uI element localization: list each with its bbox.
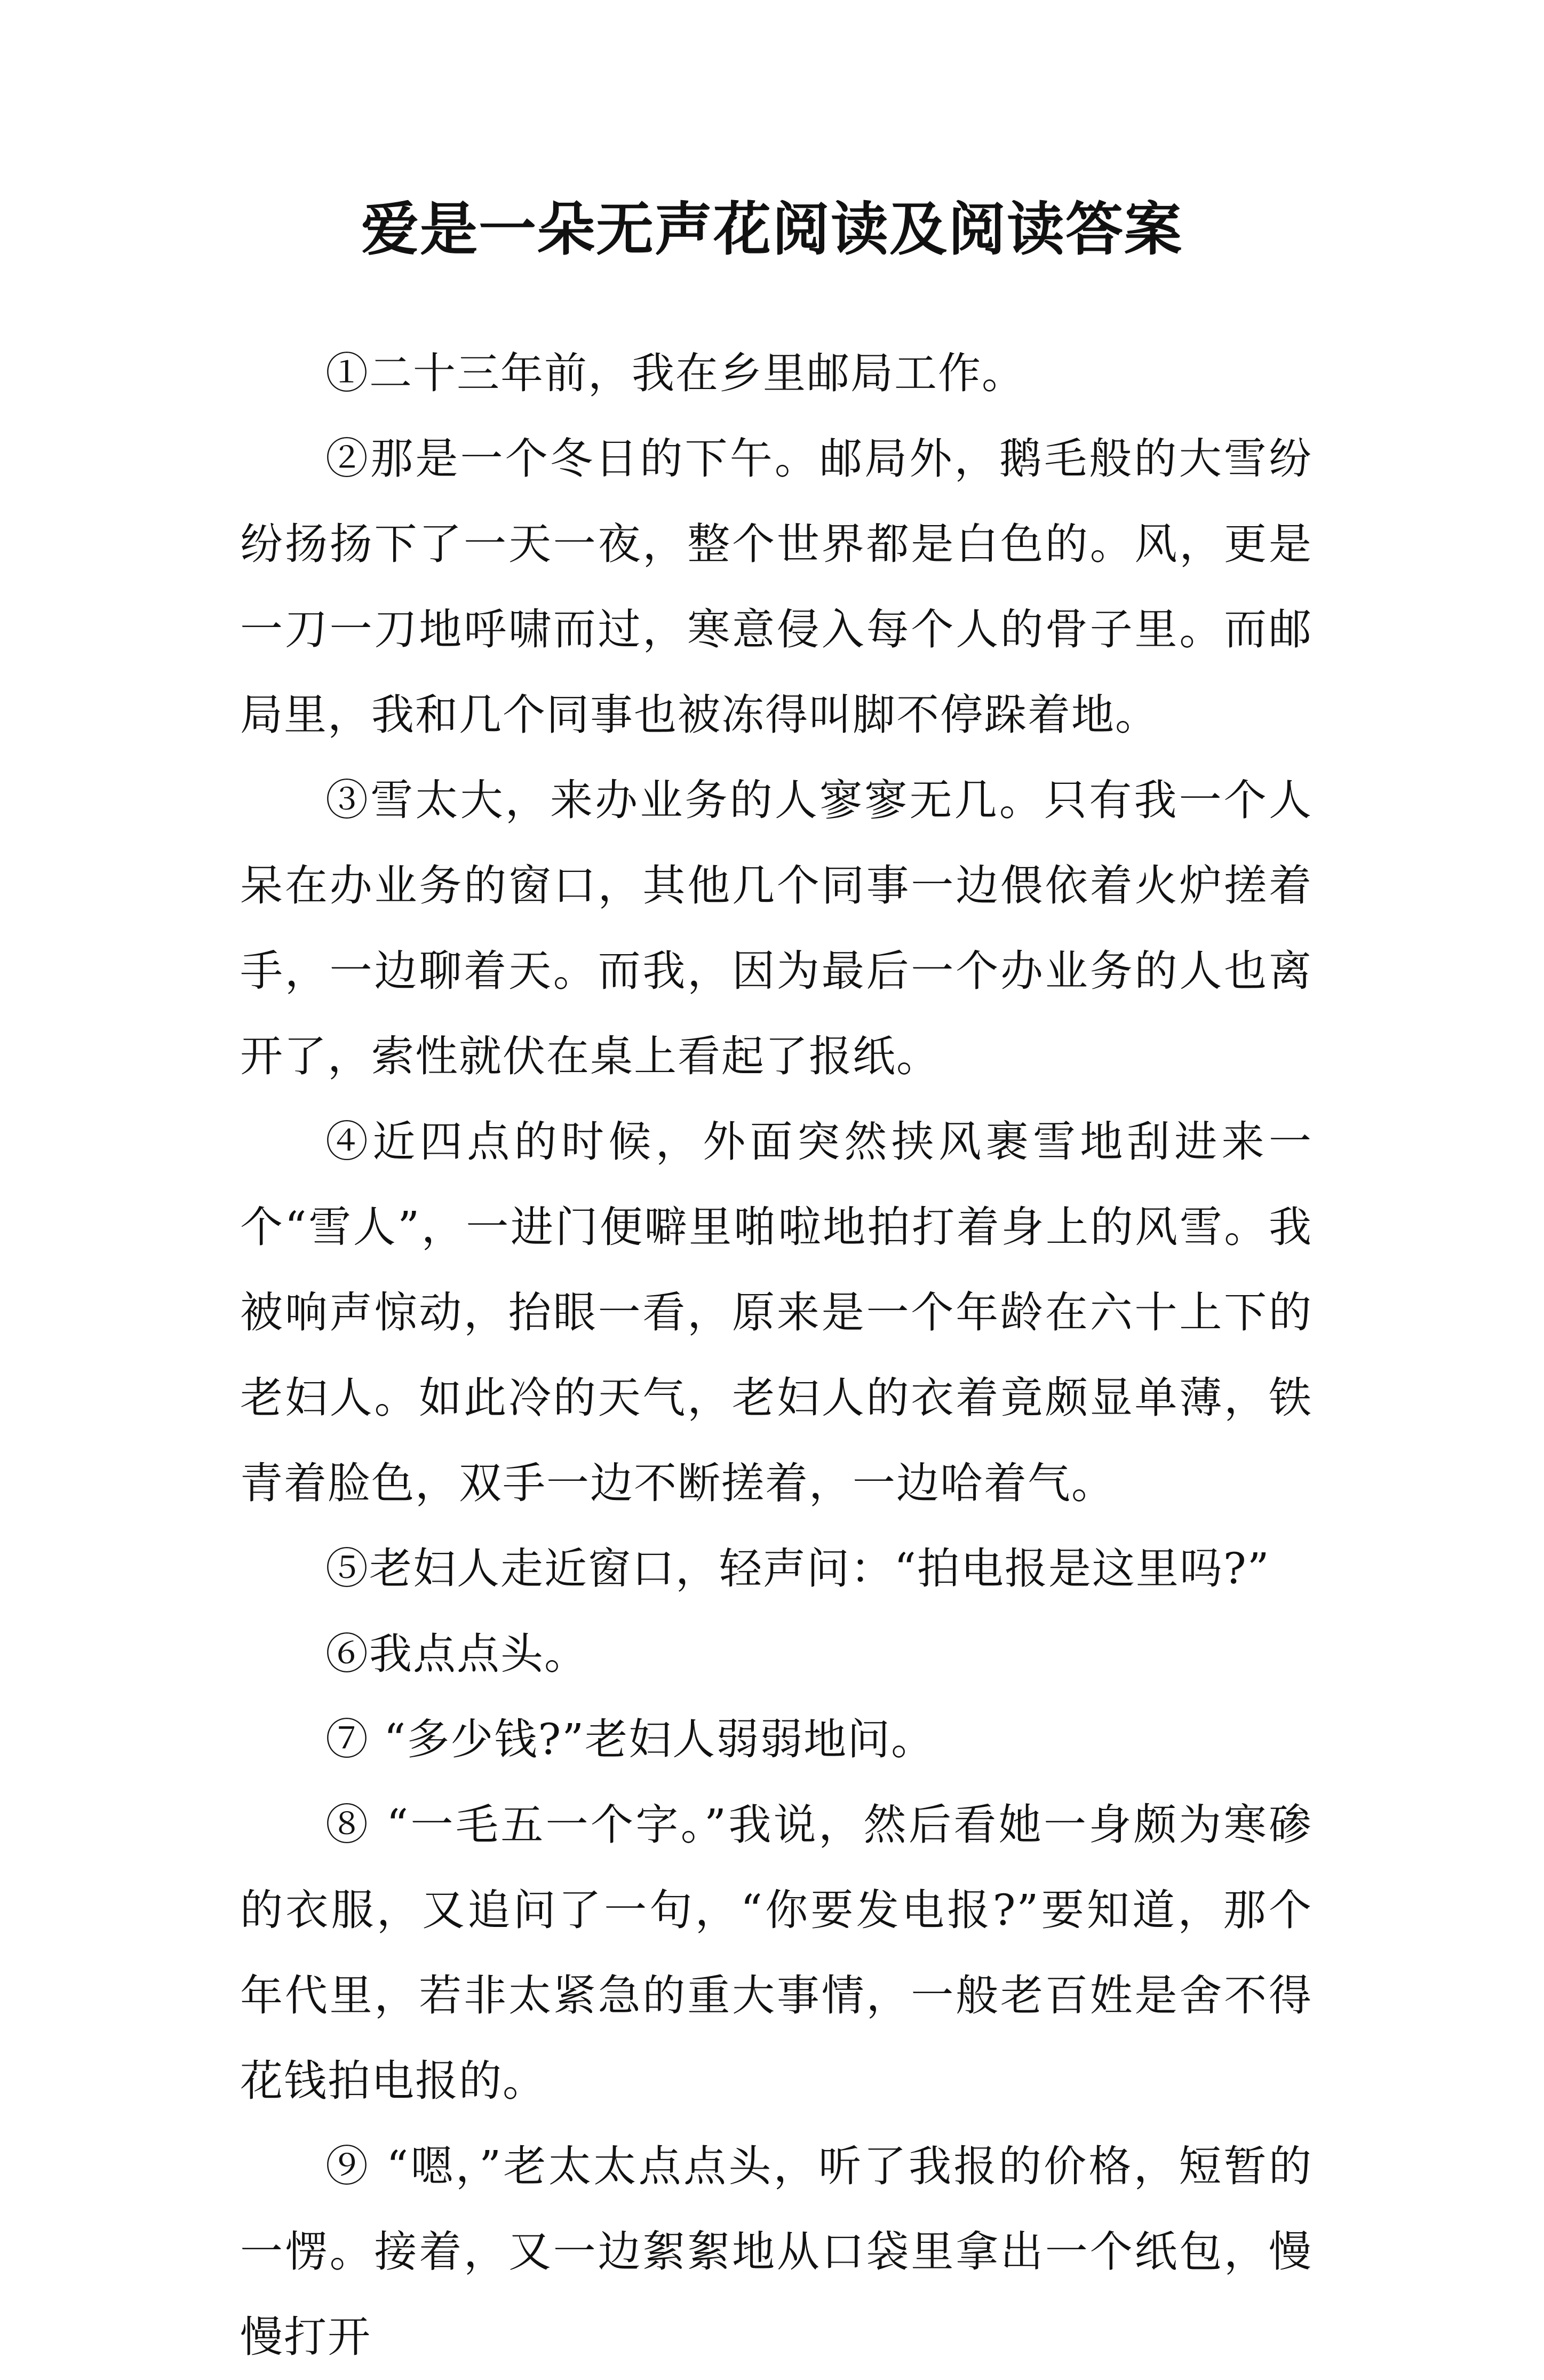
paragraph-5: ⑤老妇人走近窗口，轻声问：“拍电报是这里吗?” <box>325 1544 1270 1593</box>
paragraph-6: ⑥我点点头。 <box>325 1629 588 1679</box>
paragraph-2: ②那是一个冬日的下午。邮局外，鹅毛般的大雪纷纷扬扬下了一天一夜，整个世界都是白色的。风，更是一刀一刀地呼啸而过，寒意侵入每个人的骨子里。而邮局里，我和几个同事也被冻得叫脚不停跺着地。 <box>240 434 1312 740</box>
paragraph-7: ⑦ “多少钱?”老妇人弱弱地问。 <box>325 1715 935 1764</box>
paragraph-1: ①二十三年前，我在乡里邮局工作。 <box>325 348 1025 398</box>
paragraph-8: ⑧ “一毛五一个字。”我说，然后看她一身颇为寒碜的衣服，又追问了一句，“你要发电报?”要知道，那个年代里，若非太紧急的重大事情，一般老百姓是舍不得花钱拍电报的。 <box>240 1800 1312 2106</box>
paragraph-9: ⑨ “嗯，”老太太点点头，听了我报的价格，短暂的一愣。接着，又一边絮絮地从口袋里拿出一个纸包，慢慢打开 <box>240 2141 1312 2362</box>
paragraph-3: ③雪太大，来办业务的人寥寥无几。只有我一个人呆在办业务的窗口，其他几个同事一边偎依着火炉搓着手，一边聊着天。而我，因为最后一个办业务的人也离开了，索性就伏在桌上看起了报纸。 <box>240 775 1312 1081</box>
document-body <box>240 331 1312 2380</box>
paragraph-4: ④近四点的时候，外面突然挟风裹雪地刮进来一个“雪人”，一进门便噼里啪啦地拍打着身上的风雪。我被响声惊动，抬眼一看，原来是一个年龄在六十上下的老妇人。如此冷的天气，老妇人的衣着竟颇显单薄，铁青着脸色，双手一边不断搓着，一边哈着气。 <box>240 1117 1312 1508</box>
document-title: 爱是一朵无声花阅读及阅读答案 <box>361 196 1183 263</box>
